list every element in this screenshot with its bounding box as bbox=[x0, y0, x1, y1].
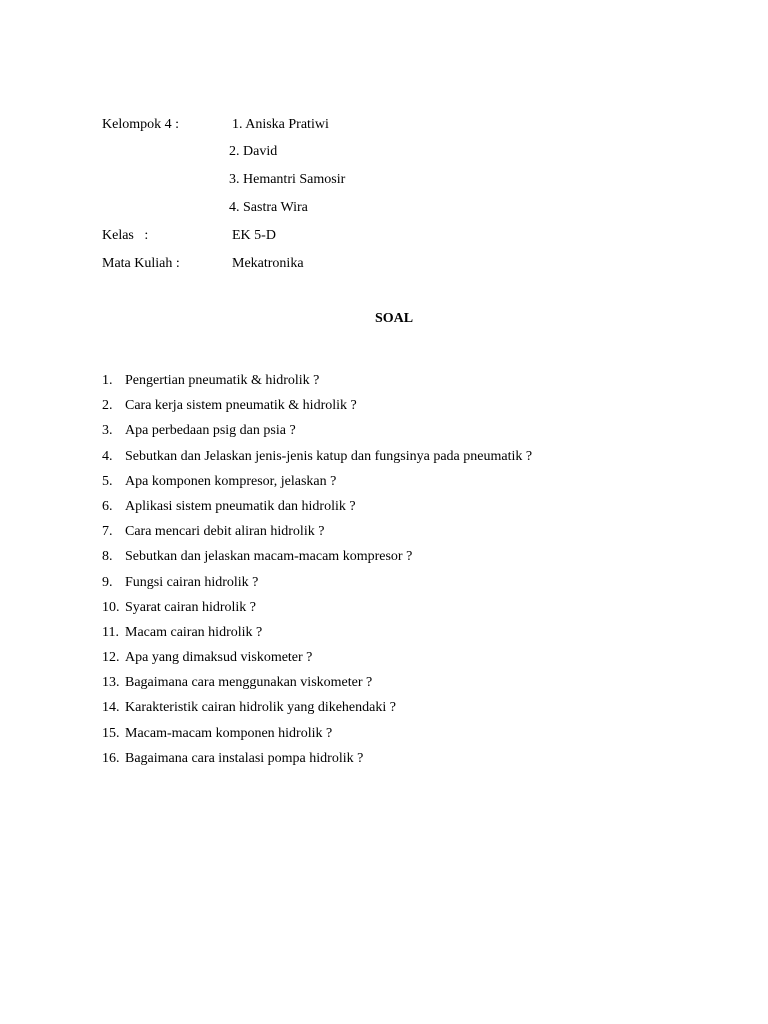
question-item bbox=[102, 574, 532, 599]
question-text: Cara kerja sistem pneumatik & hidrolik ? bbox=[125, 398, 357, 414]
question-text: Sebutkan dan Jelaskan jenis-jenis katup dan fungsinya pada pneumatik ? bbox=[125, 448, 533, 464]
question-text: Aplikasi sistem pneumatik dan hidrolik ? bbox=[125, 498, 356, 514]
class-label: Kelas : bbox=[102, 228, 149, 243]
question-item bbox=[102, 422, 532, 447]
question-item bbox=[102, 372, 532, 397]
question-item bbox=[102, 397, 532, 422]
member-3: 3. Hemantri Samosir bbox=[229, 172, 346, 187]
member-2: 2. David bbox=[229, 144, 278, 159]
question-number: 16. bbox=[102, 750, 120, 766]
question-text: Macam-macam komponen hidrolik ? bbox=[125, 725, 333, 741]
question-item bbox=[102, 498, 532, 523]
member-4: 4. Sastra Wira bbox=[229, 200, 308, 215]
question-item bbox=[102, 473, 532, 498]
question-number: 10. bbox=[102, 599, 120, 615]
question-item bbox=[102, 674, 532, 699]
class-value: EK 5-D bbox=[232, 228, 276, 243]
question-item bbox=[102, 750, 532, 775]
document-title: SOAL bbox=[374, 311, 414, 326]
question-item bbox=[102, 624, 532, 649]
question-item bbox=[102, 599, 532, 624]
question-number: 7. bbox=[102, 524, 113, 540]
question-text: Macam cairan hidrolik ? bbox=[125, 624, 263, 640]
question-text: Cara mencari debit aliran hidrolik ? bbox=[125, 524, 325, 540]
question-list bbox=[102, 372, 532, 775]
group-label: Kelompok 4 : bbox=[102, 117, 179, 132]
question-text: Bagaimana cara instalasi pompa hidrolik ? bbox=[125, 750, 364, 766]
question-text: Sebutkan dan jelaskan macam-macam kompresor ? bbox=[125, 549, 413, 565]
question-number: 11. bbox=[102, 624, 119, 640]
question-item bbox=[102, 548, 532, 573]
question-number: 6. bbox=[102, 498, 113, 514]
question-item bbox=[102, 523, 532, 548]
question-number: 5. bbox=[102, 473, 113, 489]
question-text: Pengertian pneumatik & hidrolik ? bbox=[125, 373, 320, 388]
question-item bbox=[102, 448, 532, 473]
question-text: Bagaimana cara menggunakan viskometer ? bbox=[125, 675, 373, 691]
question-number: 8. bbox=[102, 549, 113, 565]
question-number: 15. bbox=[102, 725, 120, 741]
question-text: Karakteristik cairan hidrolik yang dikehendaki ? bbox=[125, 700, 396, 716]
question-number: 2. bbox=[102, 398, 113, 414]
course-label: Mata Kuliah : bbox=[102, 256, 180, 271]
question-item bbox=[102, 649, 532, 674]
question-number: 14. bbox=[102, 700, 120, 716]
question-text: Syarat cairan hidrolik ? bbox=[125, 599, 257, 615]
question-number: 3. bbox=[102, 423, 113, 439]
question-text: Apa yang dimaksud viskometer ? bbox=[125, 650, 313, 666]
question-text: Apa komponen kompresor, jelaskan ? bbox=[125, 473, 337, 489]
question-number: 4. bbox=[102, 448, 113, 464]
member-1: 1. Aniska Pratiwi bbox=[232, 117, 329, 132]
question-item bbox=[102, 725, 532, 750]
question-number: 12. bbox=[102, 650, 120, 666]
question-text: Fungsi cairan hidrolik ? bbox=[125, 574, 259, 590]
question-number: 9. bbox=[102, 574, 113, 590]
question-text: Apa perbedaan psig dan psia ? bbox=[125, 423, 296, 439]
question-item bbox=[102, 699, 532, 724]
question-number: 13. bbox=[102, 675, 120, 691]
course-value: Mekatronika bbox=[232, 256, 304, 271]
question-number: 1. bbox=[102, 373, 113, 388]
